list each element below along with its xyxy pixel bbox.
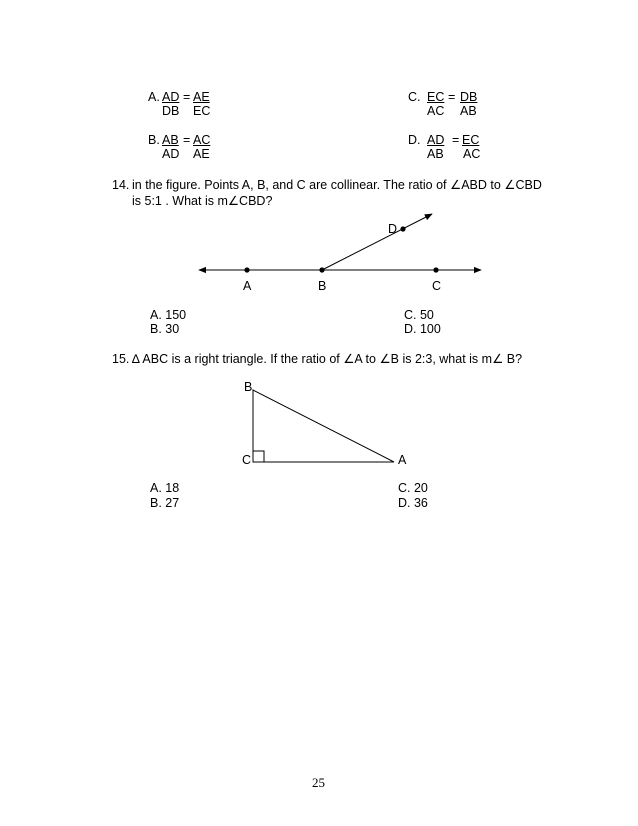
point-d: [400, 226, 405, 231]
fraction-numerator: EC: [462, 133, 480, 147]
fraction-numerator: AB: [162, 133, 179, 147]
fraction-denominator: AC: [463, 147, 481, 161]
option-a: A. 18: [150, 481, 180, 495]
equals-sign: =: [183, 133, 191, 147]
option-letter: D.: [408, 133, 421, 147]
fraction-denominator: DB: [162, 104, 180, 118]
label-c: C: [242, 453, 252, 467]
label-d: D: [388, 222, 398, 236]
fraction-numerator: DB: [460, 90, 478, 104]
triangle-abc: [253, 390, 394, 462]
fraction-denominator: AB: [460, 104, 477, 118]
equals-sign: =: [452, 133, 460, 147]
q15-right-triangle: [253, 390, 394, 462]
option-c: C. 20: [398, 481, 428, 495]
fraction-denominator: AC: [427, 104, 445, 118]
option-letter: B.: [148, 133, 160, 147]
right-angle-marker: [253, 451, 264, 462]
fraction-numerator: AE: [193, 90, 210, 104]
option-a: A. 150: [150, 308, 187, 322]
question-text: ∆ ABC is a right triangle. If the ratio of ∠A to ∠B is 2:3, what is m∠ B?: [132, 352, 523, 366]
question-text-line-1: in the figure. Points A, B, and C are collinear. The ratio of ∠ABD to ∠CBD: [132, 178, 542, 192]
label-a: A: [243, 279, 252, 293]
fraction-denominator: AB: [427, 147, 444, 161]
option-d: D. 36: [398, 496, 428, 510]
option-letter: A.: [148, 90, 160, 104]
point-b: [319, 267, 324, 272]
option-b: B. 27: [150, 496, 180, 510]
option-d: D. 100: [404, 322, 441, 336]
point-c: [433, 267, 438, 272]
equals-sign: =: [448, 90, 456, 104]
equals-sign: =: [183, 90, 191, 104]
option-letter: C.: [408, 90, 421, 104]
fraction-numerator: EC: [427, 90, 445, 104]
question-number: 15.: [112, 352, 130, 366]
fraction-denominator: EC: [193, 104, 211, 118]
ray-bd: [322, 214, 432, 270]
page-number: 25: [312, 775, 325, 790]
question-text-line-2: is 5:1 . What is m∠CBD?: [132, 194, 273, 208]
label-c: C: [432, 279, 442, 293]
option-b: B. 30: [150, 322, 180, 336]
fraction-numerator: AC: [193, 133, 211, 147]
fraction-denominator: AD: [162, 147, 180, 161]
option-c: C. 50: [404, 308, 434, 322]
question-number: 14.: [112, 178, 130, 192]
fraction-denominator: AE: [193, 147, 210, 161]
label-b: B: [318, 279, 327, 293]
point-a: [244, 267, 249, 272]
fraction-numerator: AD: [162, 90, 180, 104]
label-b: B: [244, 380, 253, 394]
fraction-numerator: AD: [427, 133, 445, 147]
label-a: A: [398, 453, 407, 467]
